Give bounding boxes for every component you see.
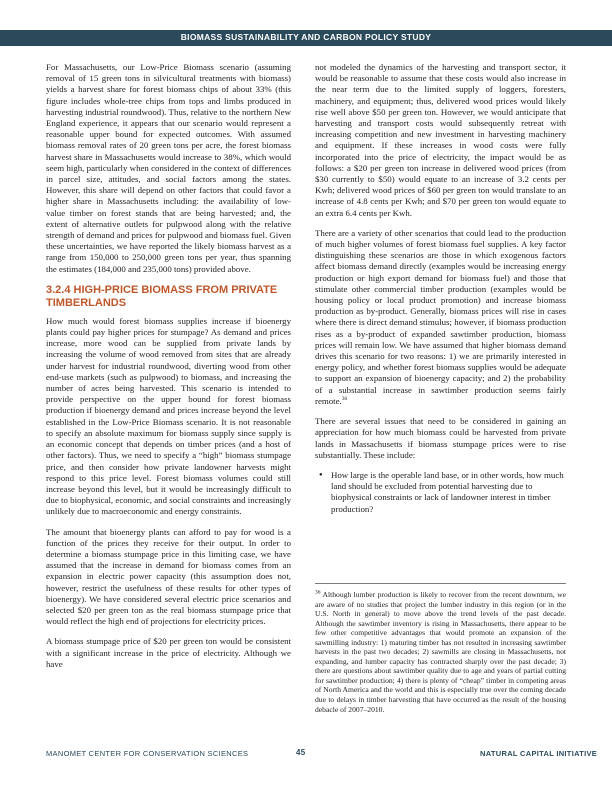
footnote-ref-36[interactable]: 36 [341, 395, 348, 402]
other-scenarios-text: There are a variety of other scenarios that could lead to the production of much higher volumes of forest biomass fuel supplies. A key factor distinguishing these scenarios are those in which exogenous factors affect biomass demand directly (examples would be increasing energy production or high export demand for biomass fuel) and those that stimulate other commercial timber production (examples would be housing policy or local product promotion) and increase biomass production as by-product. Generally, biomass prices will rise in cases where there is direct demand stimulus; however, if biomass production rises as a by-product of expanded sawtimber production, biomass prices will remain low. We have assumed that higher biomass demand drives this scenario for two reasons: 1) we are primarily interested in energy policy, and whether forest biomass supplies would be adequate to support an expansion of bioenergy capacity; and 2) the probability of a substantial increase in sawtimber production seems fairly remote. [315, 227, 566, 406]
right-column [315, 62, 566, 523]
paragraph-massachusetts-low-price: For Massachusetts, our Low-Price Biomass scenario (assuming removal of 15 green tons in silvicultural treatments with biomass) yields a harvest share for forest biomass chips of about 33% (this figure includes whole-tree chips from tops and limbs produced in harvesting industrial roundwood). Thus, relative to the northern New England experience, it appears that our scenario would represent a reasonable upper bound for expected outcomes. With assumed biomass removal rates of 20 green tons per acre, the forest biomass harvest share in Massachusetts would increase to 38%, which would seem high, particularly when considered in the context of differences in parcel size, attitudes, and social factors among the states. However, this share will depend on other factors that could favor a higher share in Massachusetts including: the availability of low-value timber on forest stands that are being harvested; and, the extent of alternative outlets for pulpwood along with the relative strength of demand and prices for pulpwood and biomass fuel. Given these uncertainties, we have reported the likely biomass harvest as a range from 150,000 to 250,000 green tons per year, thus spanning the estimates (184,000 and 235,000 tons) provided above. [46, 62, 291, 274]
paragraph-stumpage-price: A biomass stumpage price of $20 per green ton would be consistent with a significant increase in the price of electricity. Although we have [46, 636, 291, 669]
list-item-operable-land-base: ● How large is the operable land base, or in other words, how much land should be excluded from potential harvesting due to biophysical constraints or lack of landowner interest in timber production? [331, 470, 566, 515]
paragraph-bioenergy-plants-pay: The amount that bioenergy plants can afford to pay for wood is a function of the prices they receive for their output. In order to determine a biomass stumpage price in this limiting case, we have assumed that the increase in demand for biomass comes from an expansion in electric power capacity (this assumption does not, however, restrict the usefulness of these results for other types of bioenergy). We have considered several electric price scenarios and selected $20 per green ton as the real biomass stumpage price that would reflect the high end of projections for electricity prices. [46, 526, 291, 627]
left-column [46, 62, 291, 679]
running-header-title: BIOMASS SUSTAINABILITY AND CARBON POLICY STUDY [180, 32, 432, 42]
footnote-divider [315, 583, 566, 584]
footnote-text: Although lumber production is likely to recover from the recent downturn, we are aware of no studies that project the lumber industry in this region (or in the U.S. North in general) to move above the trend levels of the past decade. Although the sawtimber inventory is rising in Massachusetts, there appear to be few other competitive advantages that would promote an expansion of the sawmilling industry: 1) maturing timber has not resulted in increasing sawtimber harvests in the past two decades; 2) sawmills are closing in Massachusetts, not expanding, and lumber capacity has contracted sharply over the past decade; 3) there are questions about sawtimber quality due to age and years of partial cutting for sawtimber production; 4) there is plenty of “cheap” timber in competing areas of North America and the world and this is especially true over the coming decade due to delays in timber harvesting that have occurred as the result of the housing debacle of 2007–2010. [315, 590, 566, 714]
paragraph-forest-biomass-supplies: How much would forest biomass supplies increase if bioenergy plants could pay higher prices for stumpage? As demand and prices increase, more wood can be supplied from private lands by increasing the volume of wood removed from sites that are already under harvest for industrial roundwood, diverting wood from other end-use markets (such as pulpwood) to biomass, and increasing the number of acres being harvested. This scenario is intended to provide perspective on the upper bound for forest biomass production if bioenergy demand and prices increase beyond the level established in the Low-Price Biomass scenario. It is not reasonable to specify an absolute maximum for biomass supply since supply is an economic concept that depends on timber prices (and a host of other factors). Thus, we need to specify a “high” biomass stumpage price, and then consider how private landowner harvests might respond to this price level. Forest biomass volumes could still increase beyond this level, but it would be increasingly difficult to due to biophysical, economic, and social constraints and increasingly unlikely due to macroeconomic and energy constraints. [46, 315, 291, 517]
footer-organization: MANOMET CENTER FOR CONSERVATION SCIENCES [46, 749, 249, 758]
footnote-number: 36 [315, 589, 321, 596]
paragraph-other-scenarios [315, 228, 566, 407]
issues-list [315, 470, 566, 515]
footer-initiative: NATURAL CAPITAL INITIATIVE [480, 749, 598, 758]
paragraph-harvesting-transport: not modeled the dynamics of the harvesting and transport sector, it would be reasonable to assume that these costs would also increase in the near term due to the limited supply of loggers, foresters, machinery, and equipment; thus, delivered wood prices would likely rise well above $50 per green ton. However, we would anticipate that harvesting and transport costs would subsequently retreat with increasing competition and new investment in harvesting machinery and equipment. If these increases in wood costs were fully incorporated into the price of electricity, the impact would be as follows: a $20 per green ton increase in delivered wood prices (from $30 currently to $50) would equate to an increase of 3.2 cents per Kwh; delivered wood prices of $60 per green ton would translate to an increase of 4.8 cents per Kwh; and $70 per green ton would equate to an extra 6.4 cents per Kwh. [315, 62, 566, 218]
footnote-36 [315, 590, 566, 714]
page-number: 45 [296, 748, 306, 757]
paragraph-several-issues: There are several issues that need to be considered in gaining an appreciation for how much biomass could be harvested from private lands in Massachusetts if biomass stumpage prices were to rise substantially. These include: [315, 416, 566, 460]
section-heading-3-2-4: 3.2.4 HIGH-PRICE BIOMASS FROM PRIVATE TIMBERLANDS [46, 283, 278, 309]
